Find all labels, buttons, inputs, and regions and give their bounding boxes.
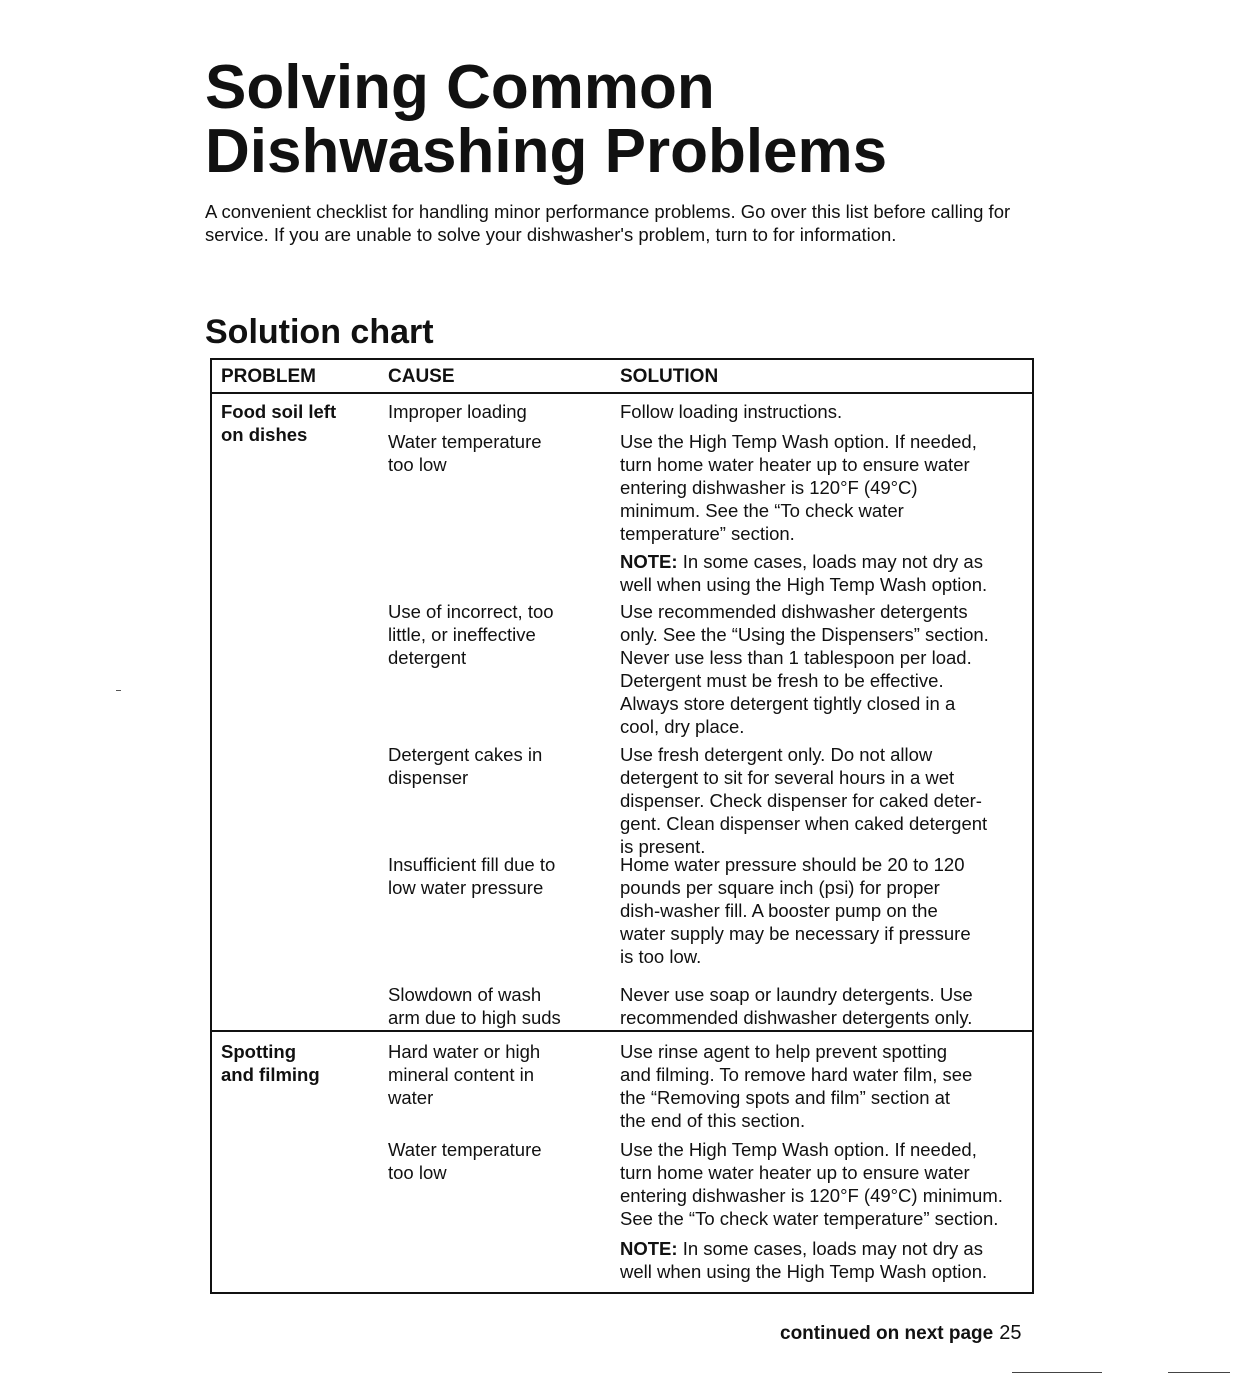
text-line: is too low. [620, 946, 702, 967]
note-cell [620, 550, 987, 596]
text-line: turn home water heater up to ensure water [620, 1162, 970, 1183]
solution-cell [620, 743, 987, 858]
text-line: Food soil left [221, 401, 337, 422]
text-line: Spotting [221, 1041, 297, 1062]
text-line: Water temperature [388, 431, 542, 452]
text-line: is present. [620, 836, 706, 857]
solution-cell [620, 1138, 1003, 1230]
scan-line-right [1168, 1372, 1230, 1373]
text-line: dispenser. Check dispenser for caked deter- [620, 790, 982, 811]
text-line: entering dishwasher is 120°F (49°C) [620, 477, 918, 498]
text-line: Improper loading [388, 401, 527, 422]
intro-paragraph: A convenient checklist for handling minor performance problems. Go over this list before calling for service. If you are unable to solve your dishwasher's problem, turn to for information. [205, 201, 1011, 245]
text-line: Insufficient fill due to [388, 854, 556, 875]
solution-cell [620, 430, 977, 545]
page-footer [780, 1322, 1021, 1345]
text-line: Water temperature [388, 1139, 542, 1160]
text-line: cool, dry place. [620, 716, 745, 737]
text-line: Slowdown of wash [388, 984, 542, 1005]
solution-chart [210, 358, 1034, 1294]
text-line: water [388, 1087, 434, 1108]
text-line: recommended dishwasher detergents only. [620, 1007, 973, 1028]
cause-cell [388, 743, 542, 789]
problem-cell [221, 400, 336, 446]
text-line: and filming [221, 1064, 320, 1085]
text-line: Use recommended dishwasher detergents [620, 601, 968, 622]
page-title [205, 53, 888, 186]
text-line: See the “To check water temperature” section. [620, 1208, 999, 1229]
page-title-line-1: Solving Common [205, 53, 715, 122]
problem-cell [221, 1040, 320, 1086]
text-line: Detergent must be fresh to be effective. [620, 670, 944, 691]
note-label: NOTE: [620, 1238, 678, 1259]
text-line: Hard water or high [388, 1041, 541, 1062]
section-title: Solution chart [205, 313, 434, 351]
text-line: little, or ineffective [388, 624, 536, 645]
text-line: Use the High Temp Wash option. If needed, [620, 431, 977, 452]
note-cell [620, 1237, 987, 1283]
header-problem: PROBLEM [221, 366, 316, 387]
text-line: entering dishwasher is 120°F (49°C) minimum. [620, 1185, 1003, 1206]
text-line: Never use less than 1 tablespoon per load. [620, 647, 972, 668]
note-label: NOTE: [620, 551, 678, 572]
text-line: In some cases, loads may not dry as [677, 551, 983, 572]
text-line: arm due to high suds [388, 1007, 561, 1028]
text-line: low water pressure [388, 877, 544, 898]
text-line: well when using the High Temp Wash option. [620, 1261, 988, 1282]
scan-line-left [1012, 1372, 1102, 1373]
cause-cell [388, 853, 555, 899]
text-line: the end of this section. [620, 1110, 806, 1131]
header-solution: SOLUTION [620, 366, 719, 387]
text-line: Never use soap or laundry detergents. Use [620, 984, 973, 1005]
text-line: Use fresh detergent only. Do not allow [620, 744, 933, 765]
text-line: Home water pressure should be 20 to 120 [620, 854, 965, 875]
text-line: detergent [388, 647, 467, 668]
solution-cell [620, 600, 989, 738]
cause-cell [388, 430, 542, 476]
group-divider [212, 1030, 1032, 1032]
text-line: temperature” section. [620, 523, 795, 544]
solution-cell [620, 400, 842, 423]
text-line: dispenser [388, 767, 469, 788]
text-line: gent. Clean dispenser when caked detergent [620, 813, 988, 834]
chart-header-row [212, 360, 1032, 394]
text-line: Detergent cakes in [388, 744, 543, 765]
solution-cell [620, 983, 973, 1029]
text-line: too low [388, 454, 447, 475]
text-line: Use the High Temp Wash option. If needed, [620, 1139, 977, 1160]
text-line: Use of incorrect, too [388, 601, 554, 622]
text-line: dish-washer fill. A booster pump on the [620, 900, 938, 921]
text-line: In some cases, loads may not dry as [677, 1238, 983, 1259]
header-cause: CAUSE [388, 366, 455, 387]
text-line: Always store detergent tightly closed in a [620, 693, 956, 714]
text-line: on dishes [221, 424, 308, 445]
text-line: mineral content in [388, 1064, 535, 1085]
text-line: Use rinse agent to help prevent spotting [620, 1041, 948, 1062]
solution-cell [620, 853, 971, 968]
text-line: turn home water heater up to ensure water [620, 454, 970, 475]
text-line: detergent to sit for several hours in a wet [620, 767, 955, 788]
text-line: pounds per square inch (psi) for proper [620, 877, 940, 898]
page-number: 25 [999, 1322, 1022, 1344]
cause-cell [388, 1138, 542, 1184]
cause-cell [388, 400, 527, 423]
page-title-line-2: Dishwashing Problems [205, 117, 888, 186]
cause-cell [388, 1040, 540, 1109]
text-line: minimum. See the “To check water [620, 500, 904, 521]
text-line: and filming. To remove hard water film, see [620, 1064, 973, 1085]
text-line: well when using the High Temp Wash option. [620, 574, 988, 595]
cause-cell [388, 983, 561, 1029]
solution-cell [620, 1040, 972, 1132]
text-line: only. See the “Using the Dispensers” section. [620, 624, 989, 645]
continued-note: continued on next page [780, 1323, 994, 1344]
cause-cell [388, 600, 554, 669]
margin-mark [116, 690, 121, 691]
text-line: water supply may be necessary if pressure [620, 923, 971, 944]
text-line: too low [388, 1162, 447, 1183]
text-line: Follow loading instructions. [620, 401, 843, 422]
text-line: the “Removing spots and film” section at [620, 1087, 951, 1108]
